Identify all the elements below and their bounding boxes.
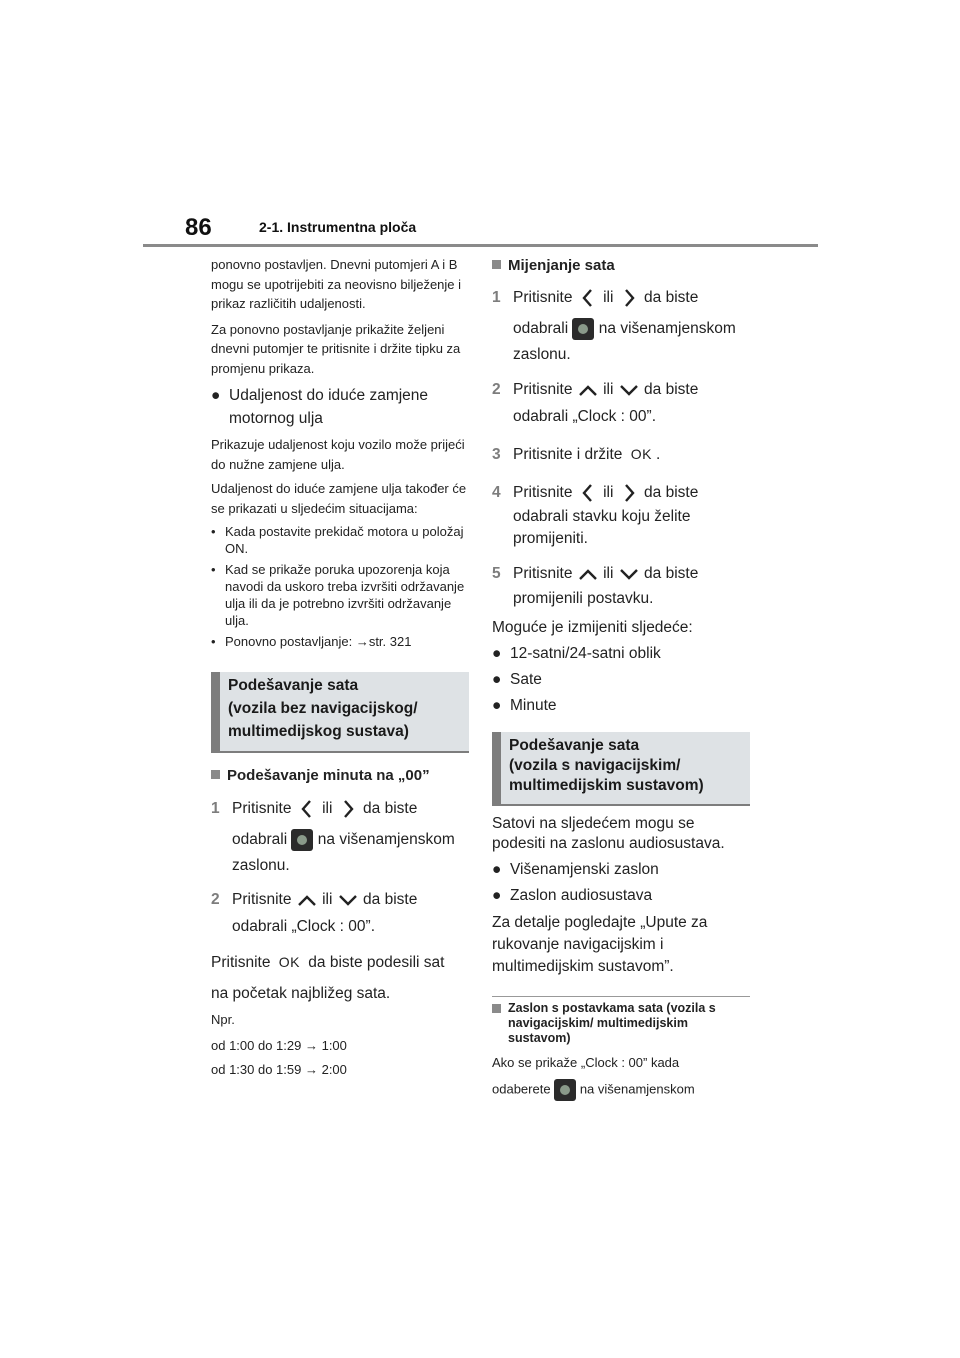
paragraph: Satovi na sljedećem mogu se podesiti na zaslonu audiosustava. <box>492 815 725 852</box>
step-1: 1 Pritisnite ili da biste odabrali na višenamjenskom zaslonu. <box>211 797 469 877</box>
paragraph: Moguće je izmijeniti sljedeće: <box>492 619 693 636</box>
settings-gear-icon <box>572 318 594 340</box>
list-item: ● Sate <box>492 668 750 692</box>
step-5: 5 Pritisnite ili da biste promijenili postavku. <box>492 565 699 607</box>
paragraph: Za detalje pogledajte „Upute za rukovanje navigacijskim i multimedijskim sustavom”. <box>492 914 708 975</box>
square-bullet-icon <box>492 1004 501 1013</box>
bullet-dot-icon: ● <box>492 645 502 662</box>
list-item: • Ponovno postavljanje: →str. 321 <box>211 634 412 649</box>
bullet-dot-icon: ● <box>492 861 502 878</box>
arrow-up-icon <box>577 566 599 582</box>
arrow-right-icon <box>618 287 640 309</box>
example-line: od 1:30 do 1:59 → 2:00 <box>211 1062 347 1077</box>
paragraph: Za ponovno postavljanje prikažite željeni dnevni putomjer te pritisnite i držite tipku za promjenu prikaza. <box>211 321 461 376</box>
bullet-dot-icon: ● <box>492 671 502 688</box>
settings-gear-icon <box>291 829 313 851</box>
arrow-left-icon <box>296 798 318 820</box>
step-3: 3 Pritisnite i držite OK . <box>492 446 661 463</box>
arrow-right-icon <box>337 798 359 820</box>
page-number: 86 <box>185 214 212 241</box>
arrow-left-icon <box>577 482 599 504</box>
section-title: 2-1. Instrumentna ploča <box>259 219 417 235</box>
header-rule <box>143 244 818 247</box>
bullet-oil: ● Udaljenost do iduće zamjene motornog ulja <box>211 384 469 430</box>
left-column <box>211 255 469 1080</box>
paragraph: odaberete na višenamjenskom <box>492 1079 750 1101</box>
list-item: • Kada postavite prekidač motora u položaj ON. <box>211 524 464 556</box>
subheading-screen: Zaslon s postavkama sata (vozila s navigacijskim/ multimedijskim sustavom) <box>492 996 750 1046</box>
paragraph: Ako se prikaže „Clock : 00” kada <box>492 1055 680 1070</box>
subheading-change: Mijenjanje sata <box>492 255 750 277</box>
arrow-down-icon <box>337 892 359 908</box>
arrow-left-icon <box>577 287 599 309</box>
arrow-up-icon <box>577 382 599 398</box>
bullet-dot-icon: ● <box>211 387 221 404</box>
arrow-down-icon <box>618 382 640 398</box>
paragraph: ponovno postavljen. Dnevni putomjeri A i B mogu se upotrijebiti za neovisno bilježenje i prikaz različitih udaljenosti. <box>211 257 462 311</box>
square-bullet-icon <box>211 770 220 779</box>
list-item: ● Minute <box>492 694 750 718</box>
paragraph: na početak najbližeg sata. <box>211 985 391 1002</box>
arrow-down-icon <box>618 566 640 582</box>
right-column <box>492 255 750 1101</box>
example-label: Npr. <box>211 1012 235 1027</box>
example-line: od 1:00 do 1:29 → 1:00 <box>211 1037 347 1053</box>
bullet-dot-icon: ● <box>492 697 502 714</box>
list-item: ● Višenamjenski zaslon <box>492 858 750 882</box>
step-2: 2 Pritisnite ili da biste odabrali „Clock : 00”. <box>211 891 418 935</box>
subheading-minutes: Podešavanje minuta na „00” <box>211 765 469 787</box>
paragraph: Prikazuje udaljenost koju vozilo može prijeći do nužne zamjene ulja. <box>211 437 465 472</box>
step-2: 2 Pritisnite ili da biste odabrali „Clock : 00”. <box>492 381 699 425</box>
settings-gear-icon <box>554 1079 576 1101</box>
step-4: 4 Pritisnite ili da biste odabrali stavku koju želite promijeniti. <box>492 481 750 550</box>
list-item: • Kad se prikaže poruka upozorenja koja navodi da uskoro treba izvršiti održavanje ulja ili da je potrebno izvršiti održavanje ulja. <box>211 562 465 628</box>
square-bullet-icon <box>492 260 501 269</box>
paragraph: Udaljenost do iduće zamjene ulja također će se prikazati u sljedećim situacijama: <box>211 481 467 516</box>
step-1: 1 Pritisnite ili da biste odabrali na višenamjenskom zaslonu. <box>492 286 750 366</box>
section-box-nav: Podešavanje sata (vozila s navigacijskim/ multimedijskim sustavom) <box>492 732 750 806</box>
list-item: ● Zaslon audiosustava <box>492 884 750 908</box>
ok-button-icon: OK <box>630 446 652 462</box>
bullet-dot-icon: ● <box>492 887 502 904</box>
section-box-no-nav: Podešavanje sata (vozila bez navigacijskog/ multimedijskog sustava) <box>211 672 469 753</box>
list-item: ● 12-satni/24-satni oblik <box>492 642 750 666</box>
ok-button-icon: OK <box>278 954 300 970</box>
arrow-right-icon <box>618 482 640 504</box>
ok-instruction: Pritisnite OK da biste podesili sat <box>211 954 445 971</box>
arrow-up-icon <box>296 892 318 908</box>
